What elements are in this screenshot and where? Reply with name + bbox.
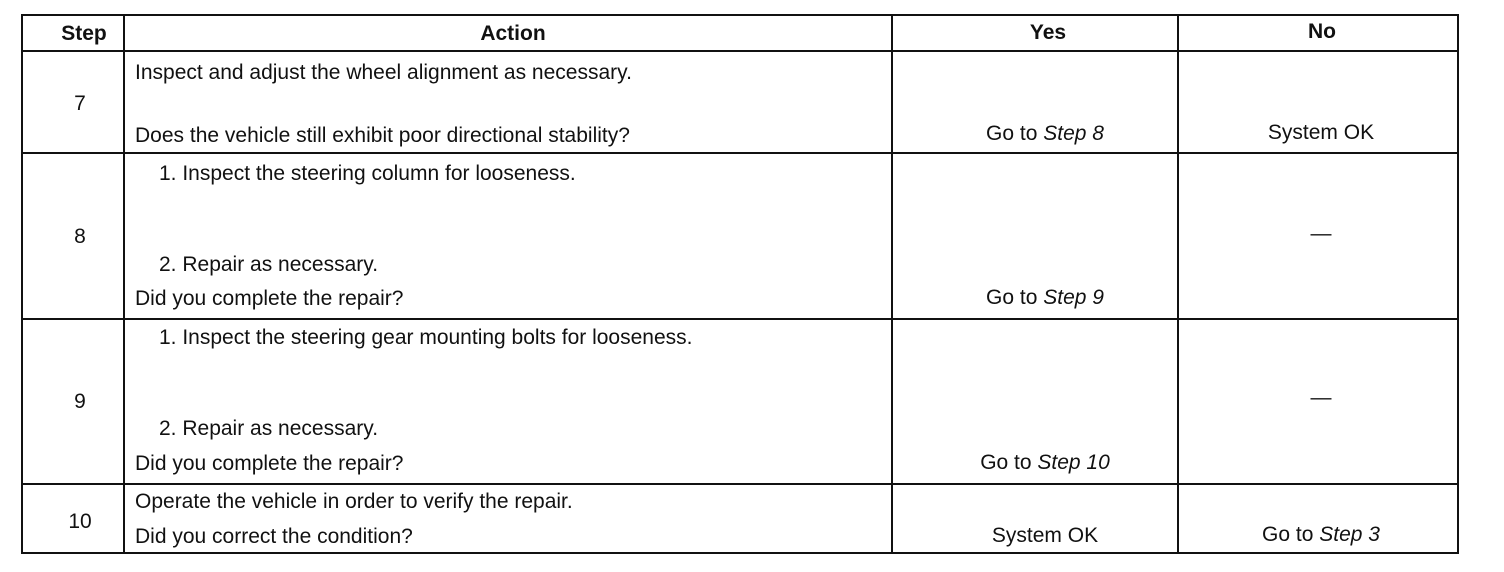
step-reference: Step 3	[1319, 523, 1380, 546]
no-cell: —	[1310, 386, 1332, 409]
action-line: Did you complete the repair?	[135, 287, 404, 310]
step-number: 8	[74, 225, 86, 248]
row-divider	[23, 152, 1457, 154]
action-line: Does the vehicle still exhibit poor directional stability?	[135, 124, 630, 147]
yes-cell	[986, 122, 1104, 146]
yes-prefix: Go to	[980, 451, 1038, 474]
step-number: 10	[68, 510, 92, 533]
action-line: 2. Repair as necessary.	[159, 417, 379, 440]
yes-cell: System OK	[991, 524, 1099, 547]
step-reference: Step 8	[1043, 122, 1104, 145]
diagnostic-table	[21, 14, 1459, 554]
step-reference: Step 9	[1043, 286, 1104, 309]
no-cell: System OK	[1267, 121, 1375, 144]
action-line: Operate the vehicle in order to verify the repair.	[135, 490, 573, 513]
column-divider	[1177, 16, 1179, 552]
column-divider	[123, 16, 125, 552]
header-step: Step	[61, 22, 107, 45]
step-number: 7	[74, 92, 86, 115]
step-number: 9	[74, 390, 86, 413]
action-line: 1. Inspect the steering gear mounting bolts for looseness.	[159, 326, 693, 349]
action-line: Inspect and adjust the wheel alignment as necessary.	[135, 61, 632, 84]
header-yes: Yes	[1029, 21, 1067, 44]
header-action: Action	[480, 22, 546, 45]
action-line: Did you correct the condition?	[135, 525, 413, 548]
action-line: Did you complete the repair?	[135, 452, 404, 475]
yes-prefix: Go to	[986, 286, 1044, 309]
step-reference: Step 10	[1037, 451, 1110, 474]
no-prefix: Go to	[1262, 523, 1320, 546]
row-divider	[23, 50, 1457, 52]
row-divider	[23, 318, 1457, 320]
yes-prefix: Go to	[986, 122, 1044, 145]
yes-cell	[980, 451, 1110, 475]
row-divider	[23, 483, 1457, 485]
yes-cell	[986, 286, 1104, 310]
no-cell	[1262, 523, 1380, 547]
header-no: No	[1308, 20, 1336, 43]
column-divider	[891, 16, 893, 552]
no-cell: —	[1310, 222, 1332, 245]
action-line: 1. Inspect the steering column for looseness.	[159, 162, 576, 185]
action-line: 2. Repair as necessary.	[159, 253, 379, 276]
